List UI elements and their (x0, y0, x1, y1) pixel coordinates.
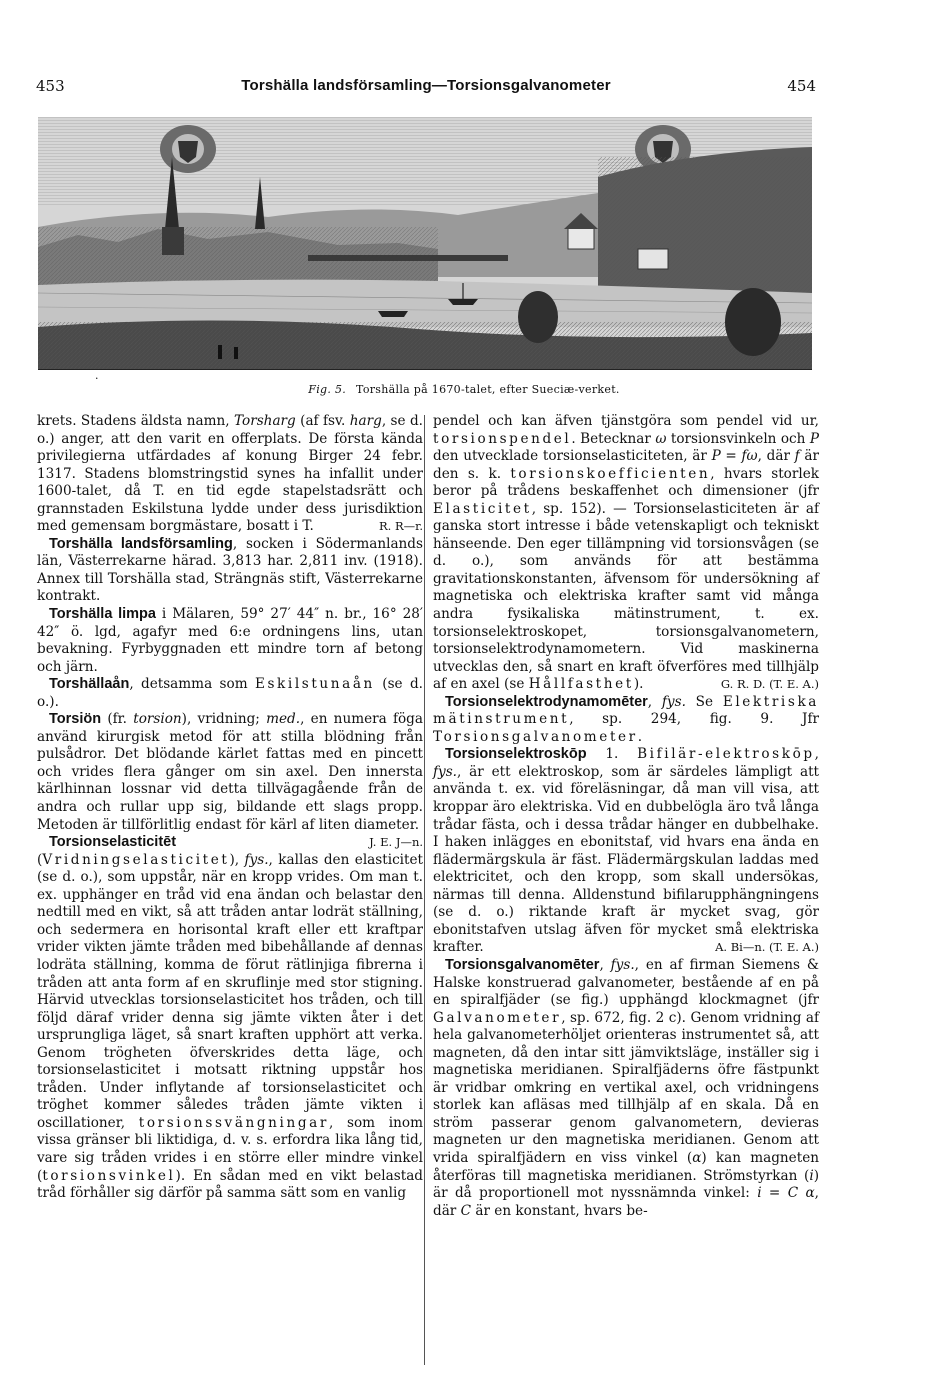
cross-reference: Eskilstunaån (254, 676, 375, 693)
figure-label: Fig. 5. (308, 383, 347, 396)
entry-torsionselasticitet-continued: pendel och kan äfven tjänstgöra som pendel vid ur, torsionspendel. Betecknar ω torsionsvinkeln och P den utvecklade torsionselasticiteten, är P = fω, där f är den s. k. torsionskoefficienten, hvars storlek beror på trådens beskaffenhet och dimensioner (jfr Elasticitet, sp. 152). — Torsionselasticiteten är af ganska stort intresse i både vetenskapligt och tekniskt hänseende. Den eger tillämpning vid torsionsvågen (se d. o.), som används för att bestämma gravitationskonstanten, äfvensom för undersökning af magnetiska och elektriska krafter samt vid många andra fysikaliska mätinstrument, t. ex. torsionselektroskopet, torsionsgalvanometern, torsionselektrodynamometern. Vid maskinerna utvecklas den, så snart en kraft öfverföres med tillhjälp af en axel (se Hållfasthet). G. R. D. (T. E. A.) (433, 413, 819, 693)
column-rule (424, 415, 425, 1365)
page-number-left: 453 (36, 77, 65, 95)
entry-torsion: Torsiön (fr. torsion), vridning; med., en numera föga använd kirurgisk metod för att stilla blödning från pulsådror. Det blödande kärlet fattas med en pincett och vrides flera gånger om sin axel. Den innersta kärlhinnan lossnar vid detta tillvägagående från de andra och rullar upp sig, bildande ett slags propp. Metoden är tillförlitlig endast för kärl af liten diameter. J. E. J—n. (37, 711, 423, 834)
stray-dot: · (95, 372, 99, 385)
entry-torsionselasticitet: Torsionselasticitēt (Vridningselasticitet), fys., kallas den elasticitet (se d. o.), som uppstår, när en kropp vrides. Om man t. ex. upphänger en tråd vid ena ändan och belastar den nedtill med en vikt, så att tråden antar lodrät ställning, och sedermera en horisontal kraft eller ett kraftpar vrider vikten jämte tråden med bibehållande af dennas lodräta ställning, komma de förut rätlinjiga fibrerna i tråden att anta form af en skruflinje med stor stigning. Härvid utvecklas torsionselasticitet hos tråden, och till följd däraf vrider denna sig jämte vikten åter i det ursprungliga läget, så snart kraften upphört att verka. Genom trögheten öfverskrides detta läge, och torsionselasticitet i motsatt riktning uppstår hos tråden. Under inflytande af torsionselasticitet och tröghet kommer således tråden jämte vikten i oscillationer, torsionssvängningar, som inom vissa gränser bli liktidiga, d. v. s. erfordra lika lång tid, vare sig tråden vrides i en större eller mindre vinkel (torsionsvinkel). En sådan med en vikt belastad tråd förhåller sig därför på samma sätt som en vanlig (37, 834, 424, 1202)
author-signature: A. Bi—n. (T. E. A.) (715, 940, 819, 955)
headword: Torsionsgalvanomēter (445, 956, 600, 973)
running-header (36, 77, 816, 97)
author-signature: J. E. J—n. (369, 835, 423, 850)
engraving-torshalla-view (38, 117, 812, 370)
running-title: Torshälla landsförsamling—Torsionsgalvanometer (241, 77, 611, 94)
headword: Torsionselektrodynamomēter (445, 693, 648, 710)
headword: Torshällaån (49, 676, 130, 693)
entry-torshallaan: Torshällaån, detsamma som Eskilstunaån (se d. o.). (37, 676, 423, 710)
engraving-illustration (38, 117, 812, 369)
entry-torshalla-landsforsamling: Torshälla landsförsamling, socken i Södermanlands län, Västerrekarne härad. 3,813 har. 2,811 inv. (1918). Annex till Torshälla stad, Strängnäs stift, Västerrekarne kontrakt. (37, 535, 423, 605)
headword: Torsionselasticitēt (49, 834, 177, 851)
figure-caption-text: Torshälla på 1670-talet, efter Sueciæ-verket. (356, 383, 620, 396)
entry-torsionselektroskop: Torsionselektroskōp 1. Bifilär-elektroskōp, fys., är ett elektroskop, som är särdeles lämpligt att använda t. ex. vid föreläsningar, då man vill visa, att kroppar äro elektriska. Vid en dubbelögla äro två långa trådar fästa, och i dessa trådar hänger en dubbelhake. I haken inlägges en ebonitstaf, vid hvars ena ända en flädermärgskula är fäst. Flädermärgskulan laddas med elektricitet, och den kropp, som skall undersökas, närmas till denna. Alldenstund bifilarupphängningens (se d. o.) riktande kraft är mycket svag, gör ebonitstafven utslag äfven för mycket små elektriska krafter. A. Bi—n. (T. E. A.) (433, 746, 819, 956)
entry-torshalla-continued: krets. Stadens äldsta namn, Torsharg (af fsv. harg, se d. o.) anger, att den varit en offerplats. De första kända privilegierna utfärdades af konung Birger 24 febr. 1317. Stadens blomstringstid synes ha infallit under 1600-talet, då T. en tid egde stapelstadsrätt och grannstaden Eskilstuna lydde under dess jurisdiktion med gemensam borgmästare, bosatt i T. R. R—r. (37, 413, 424, 535)
entry-torsionselektrodynamometer: Torsionselektrodynamomēter, fys. Se Elektriska mätinstrument, sp. 294, fig. 9. Jfr Torsionsgalvanometer. (433, 693, 819, 745)
headword: Torsiön (49, 711, 102, 728)
figure-caption (0, 383, 928, 396)
left-column (37, 413, 423, 1203)
page-number-right: 454 (787, 77, 816, 95)
headword: Torshälla landsförsamling (49, 535, 233, 552)
entry-torsionsgalvanometer: Torsionsgalvanomēter, fys., en af firman Siemens & Halske konstruerad galvanometer, bestående af en på en spiralfjäder (se fig.) upphängd klockmagnet (jfr Galvanometer, sp. 672, fig. 2 c). Genom vridning af hela galvanometerhöljet orienteras instrumentet så, att magneten, då den intar sitt jämviktsläge, inställer sig i magnetiska meridianen. Spiralfjäderns öfre fästpunkt är vridbar omkring en vertikal axel, och vridningens storlek kan afläsas med tillhjälp af en skala. Då en ström passerar genom galvanometern, devieras magneten ur den magnetiska meridianen. Genom att vrida spiralfjädern en viss vinkel (α) kan magneten återföras till magnetiska meridianen. Strömstyrkan (i) är då proportionell mot nyssnämnda vinkel: i = C α, där C är en konstant, hvars be- (433, 956, 819, 1219)
right-column (433, 413, 819, 1220)
coat-of-arms-left (160, 125, 216, 173)
headword: Torshälla limpa (49, 606, 156, 623)
entry-torshalla-limpa: Torshälla limpa i Mälaren, 59° 27′ 44″ n. br., 16° 28′ 42″ ö. lgd, agafyr med 6:e ordningens lins, utan bevakning. Fyrbyggnaden ett mindre torn af betong och järn. (37, 606, 423, 675)
headword: Torsionselektroskōp (445, 746, 587, 763)
author-signature: R. R—r. (378, 519, 423, 534)
author-signature: G. R. D. (T. E. A.) (720, 677, 819, 692)
